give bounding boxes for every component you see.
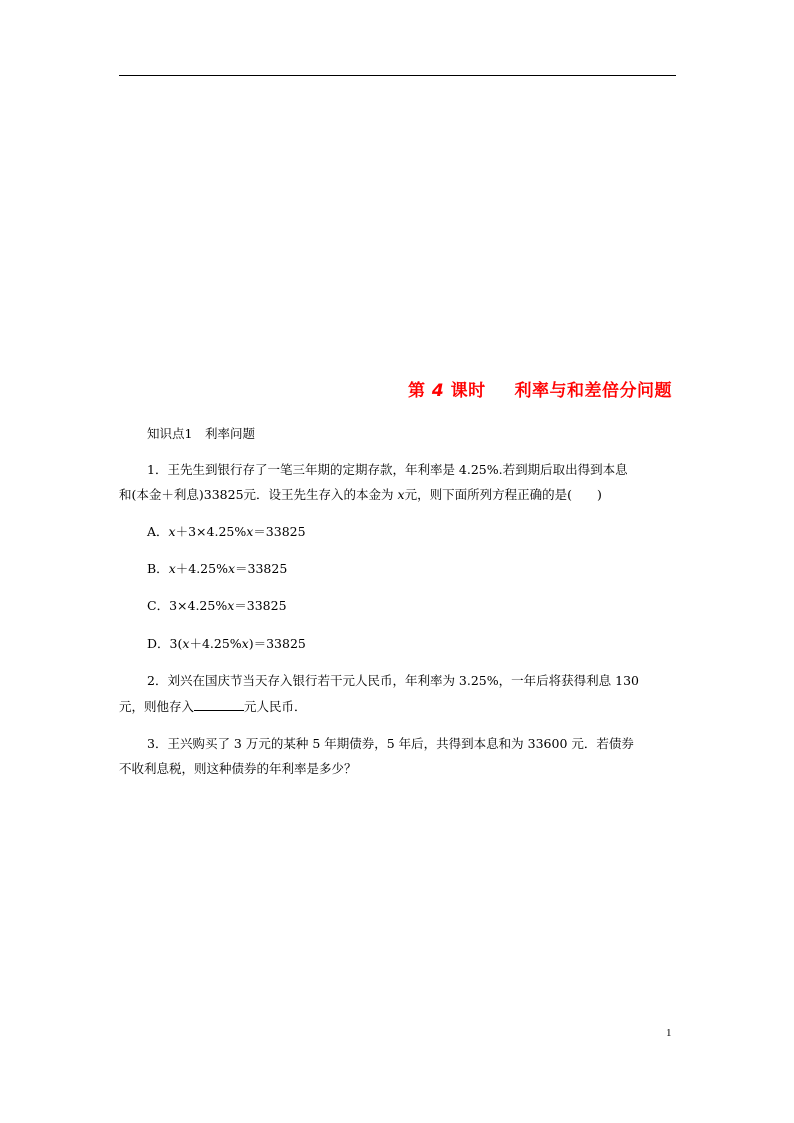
question-3-line-1: 3．王兴购买了 3 万元的某种 5 年期债券，5 年后，共得到本息和为 33600 元．若债券 [147, 736, 634, 751]
answer-blank [194, 698, 244, 711]
lesson-number: 4 [431, 381, 445, 401]
option-c: C．3×4.25%x＝33825 [147, 598, 287, 613]
section-heading: 知识点1 利率问题 [147, 426, 255, 441]
option-b: B．x＋4.25%x＝33825 [147, 561, 288, 576]
option-a: A．x＋3×4.25%x＝33825 [147, 524, 306, 539]
question-2-line-2: 元，则他存入 元人民币． [119, 699, 307, 714]
header-rule [119, 75, 676, 76]
page-number: 1 [666, 1027, 672, 1039]
question-2-line-1: 2．刘兴在国庆节当天存入银行若干元人民币，年利率为 3.25%，一年后将获得利息 130 [147, 673, 639, 688]
lesson-title [408, 376, 672, 401]
question-1-line-2: 和(本金＋利息)33825元．设王先生存入的本金为 x元，则下面所列方程正确的是( ) [119, 487, 602, 502]
title-prefix: 第 [407, 381, 426, 401]
option-d: D．3(x＋4.25%x)＝33825 [147, 636, 306, 651]
lesson-topic: 利率与和差倍分问题 [514, 381, 672, 401]
lesson-suffix: 课时 [450, 381, 486, 401]
question-3-line-2: 不收利息税，则这种债券的年利率是多少？ [119, 761, 357, 776]
question-1-line-1: 1．王先生到银行存了一笔三年期的定期存款，年利率是 4.25%.若到期后取出得到本息 [147, 462, 628, 477]
